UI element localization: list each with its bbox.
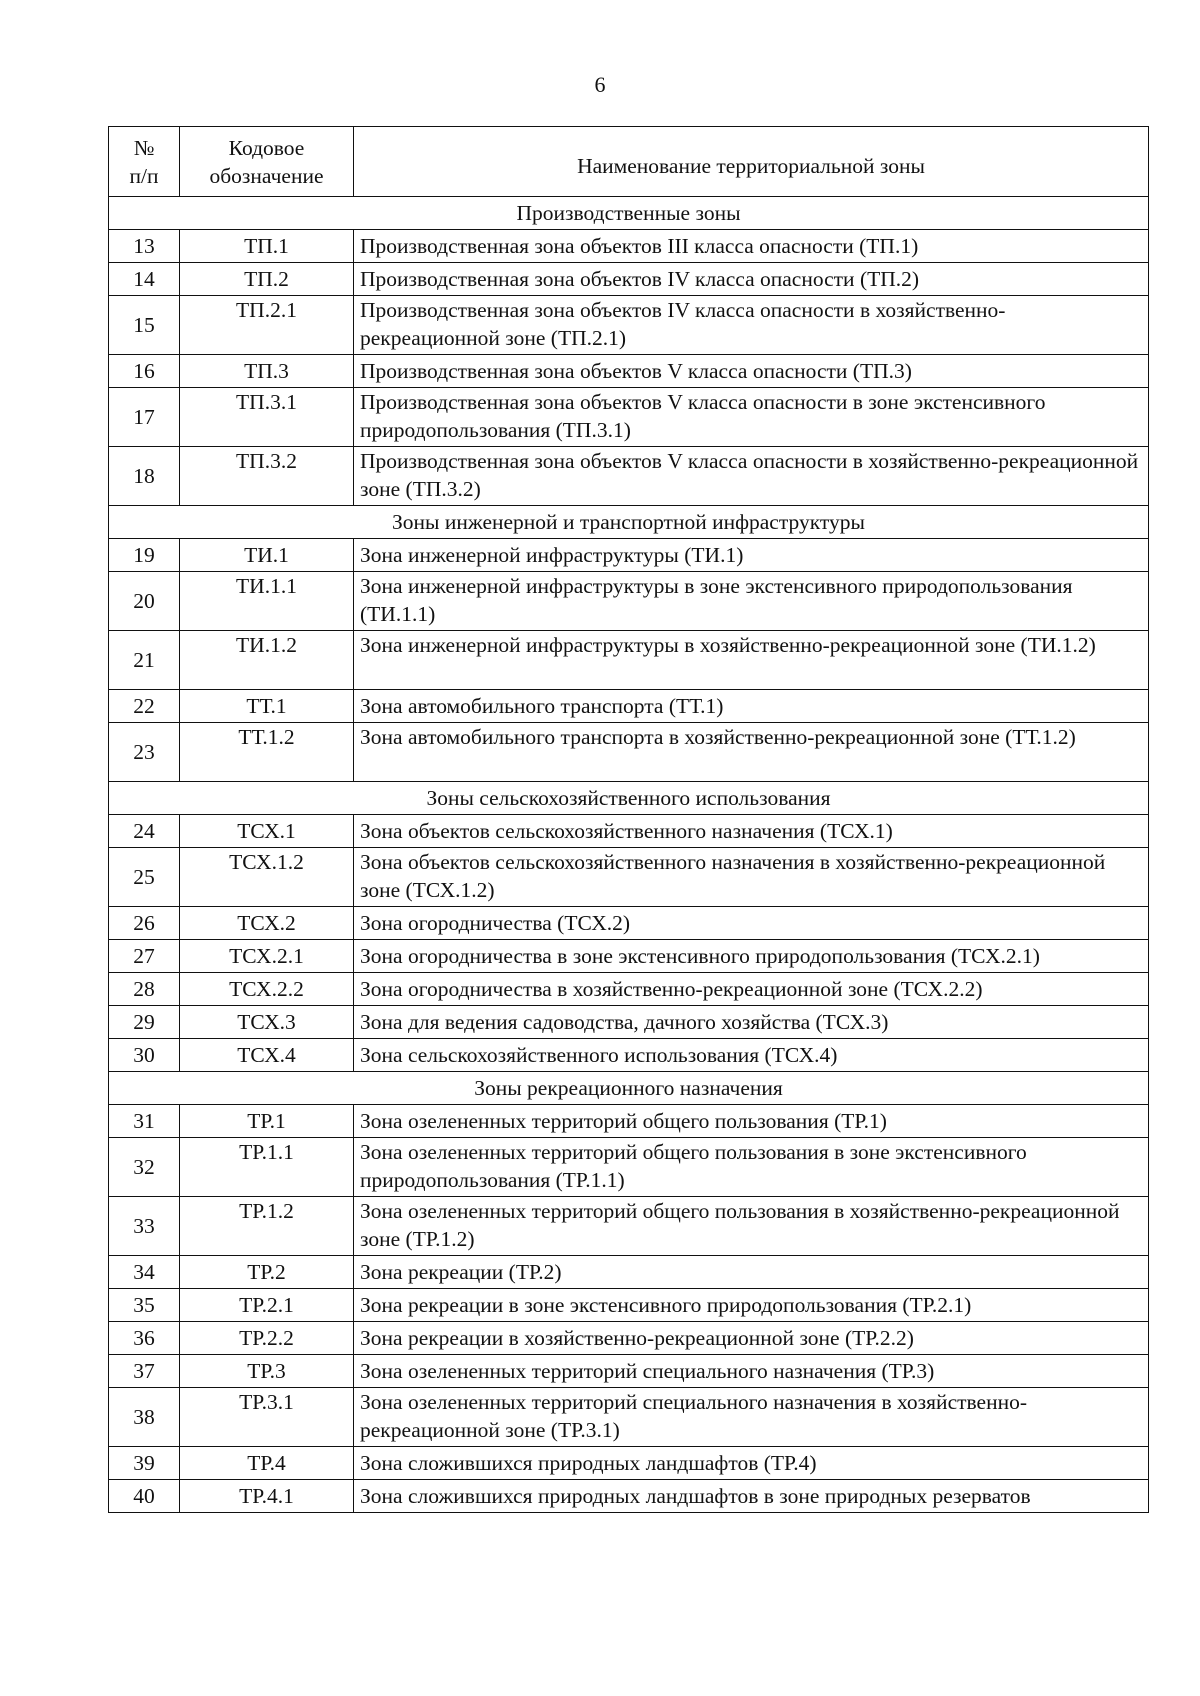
row-zone-name: Зона озелененных территорий общего пользования в зоне экстенсивного природопользования (ТР.1.1) xyxy=(354,1138,1149,1197)
row-zone-name: Зона рекреации в хозяйственно-рекреационной зоне (ТР.2.2) xyxy=(354,1322,1149,1355)
row-zone-name: Зона инженерной инфраструктуры в зоне экстенсивного природопользования (ТИ.1.1) xyxy=(354,572,1149,631)
row-number: 28 xyxy=(109,973,180,1006)
row-number: 29 xyxy=(109,1006,180,1039)
row-zone-name: Зона автомобильного транспорта в хозяйственно-рекреационной зоне (ТТ.1.2) xyxy=(354,723,1149,782)
header-name xyxy=(354,127,1149,197)
row-zone-name: Зона огородничества в хозяйственно-рекреационной зоне (ТСХ.2.2) xyxy=(354,973,1149,1006)
section-title: Зоны сельскохозяйственного использования xyxy=(109,782,1149,815)
table-row xyxy=(109,631,1149,690)
table-row xyxy=(109,1105,1149,1138)
row-zone-name: Зона рекреации в зоне экстенсивного природопользования (ТР.2.1) xyxy=(354,1289,1149,1322)
row-code: ТР.4.1 xyxy=(180,1480,354,1513)
header-num-label: № п/п xyxy=(129,135,159,188)
row-number: 39 xyxy=(109,1447,180,1480)
row-code: ТИ.1 xyxy=(180,539,354,572)
row-zone-name: Зона огородничества в зоне экстенсивного природопользования (ТСХ.2.1) xyxy=(354,940,1149,973)
row-zone-name: Зона автомобильного транспорта (ТТ.1) xyxy=(354,690,1149,723)
row-number: 33 xyxy=(109,1197,180,1256)
table-row xyxy=(109,1447,1149,1480)
row-number: 13 xyxy=(109,230,180,263)
table-row xyxy=(109,1322,1149,1355)
row-code: ТР.3 xyxy=(180,1355,354,1388)
row-zone-name: Зона озелененных территорий специального назначения (ТР.3) xyxy=(354,1355,1149,1388)
row-code: ТР.2.1 xyxy=(180,1289,354,1322)
row-number: 17 xyxy=(109,388,180,447)
row-number: 15 xyxy=(109,296,180,355)
row-code: ТР.1 xyxy=(180,1105,354,1138)
table-row xyxy=(109,723,1149,782)
row-zone-name: Зона инженерной инфраструктуры (ТИ.1) xyxy=(354,539,1149,572)
row-zone-name: Зона сложившихся природных ландшафтов (ТР.4) xyxy=(354,1447,1149,1480)
row-code: ТСХ.1.2 xyxy=(180,848,354,907)
row-number: 40 xyxy=(109,1480,180,1513)
row-zone-name: Производственная зона объектов V класса опасности (ТП.3) xyxy=(354,355,1149,388)
row-zone-name: Зона озелененных территорий общего пользования в хозяйственно-рекреационной зоне (ТР.1.2) xyxy=(354,1197,1149,1256)
row-zone-name: Зона объектов сельскохозяйственного назначения (ТСХ.1) xyxy=(354,815,1149,848)
row-number: 19 xyxy=(109,539,180,572)
zones-table xyxy=(108,126,1149,1513)
table-row xyxy=(109,539,1149,572)
row-zone-name: Зона инженерной инфраструктуры в хозяйственно-рекреационной зоне (ТИ.1.2) xyxy=(354,631,1149,690)
table-row xyxy=(109,1039,1149,1072)
row-number: 14 xyxy=(109,263,180,296)
row-code: ТР.3.1 xyxy=(180,1388,354,1447)
row-zone-name: Зона огородничества (ТСХ.2) xyxy=(354,907,1149,940)
page-number: 6 xyxy=(594,72,606,97)
row-zone-name: Зона сельскохозяйственного использования (ТСХ.4) xyxy=(354,1039,1149,1072)
row-zone-name: Зона сложившихся природных ландшафтов в зоне природных резерватов xyxy=(354,1480,1149,1513)
row-code: ТР.1.1 xyxy=(180,1138,354,1197)
table-header-row xyxy=(109,127,1149,197)
row-number: 20 xyxy=(109,572,180,631)
row-number: 30 xyxy=(109,1039,180,1072)
section-row xyxy=(109,506,1149,539)
table-row xyxy=(109,388,1149,447)
row-number: 36 xyxy=(109,1322,180,1355)
row-code: ТСХ.2 xyxy=(180,907,354,940)
row-code: ТП.3.1 xyxy=(180,388,354,447)
table-row xyxy=(109,940,1149,973)
row-number: 16 xyxy=(109,355,180,388)
row-number: 31 xyxy=(109,1105,180,1138)
row-code: ТР.1.2 xyxy=(180,1197,354,1256)
table-row xyxy=(109,1256,1149,1289)
table-row xyxy=(109,230,1149,263)
row-number: 32 xyxy=(109,1138,180,1197)
row-code: ТСХ.3 xyxy=(180,1006,354,1039)
section-title: Зоны инженерной и транспортной инфраструктуры xyxy=(109,506,1149,539)
row-code: ТСХ.2.1 xyxy=(180,940,354,973)
header-code-label: Кодовое обозначение xyxy=(209,135,324,188)
row-code: ТИ.1.1 xyxy=(180,572,354,631)
table-row xyxy=(109,1480,1149,1513)
table-row xyxy=(109,1289,1149,1322)
row-code: ТП.1 xyxy=(180,230,354,263)
header-num xyxy=(109,127,180,197)
row-code: ТР.2 xyxy=(180,1256,354,1289)
table-row xyxy=(109,815,1149,848)
table-row xyxy=(109,572,1149,631)
table-row xyxy=(109,447,1149,506)
row-code: ТИ.1.2 xyxy=(180,631,354,690)
section-row xyxy=(109,197,1149,230)
row-zone-name: Производственная зона объектов IV класса опасности в хозяйственно-рекреационной зоне (ТП.2.1) xyxy=(354,296,1149,355)
table-row xyxy=(109,907,1149,940)
table-row xyxy=(109,1006,1149,1039)
header-code xyxy=(180,127,354,197)
row-number: 26 xyxy=(109,907,180,940)
table-row xyxy=(109,1388,1149,1447)
row-code: ТП.3 xyxy=(180,355,354,388)
row-code: ТП.2 xyxy=(180,263,354,296)
table-row xyxy=(109,848,1149,907)
row-zone-name: Производственная зона объектов IV класса опасности (ТП.2) xyxy=(354,263,1149,296)
section-title: Зоны рекреационного назначения xyxy=(109,1072,1149,1105)
row-code: ТТ.1.2 xyxy=(180,723,354,782)
table-row xyxy=(109,1138,1149,1197)
row-number: 22 xyxy=(109,690,180,723)
header-name-label: Наименование территориальной зоны xyxy=(577,153,925,178)
row-number: 35 xyxy=(109,1289,180,1322)
row-number: 23 xyxy=(109,723,180,782)
row-number: 25 xyxy=(109,848,180,907)
table-row xyxy=(109,355,1149,388)
row-zone-name: Зона для ведения садоводства, дачного хозяйства (ТСХ.3) xyxy=(354,1006,1149,1039)
row-zone-name: Производственная зона объектов V класса опасности в зоне экстенсивного природопользования (ТП.3.1) xyxy=(354,388,1149,447)
row-code: ТП.3.2 xyxy=(180,447,354,506)
row-zone-name: Производственная зона объектов III класса опасности (ТП.1) xyxy=(354,230,1149,263)
row-code: ТТ.1 xyxy=(180,690,354,723)
table-row xyxy=(109,973,1149,1006)
row-zone-name: Производственная зона объектов V класса опасности в хозяйственно-рекреационной зоне (ТП.3.2) xyxy=(354,447,1149,506)
row-number: 21 xyxy=(109,631,180,690)
section-row xyxy=(109,782,1149,815)
row-number: 37 xyxy=(109,1355,180,1388)
section-row xyxy=(109,1072,1149,1105)
table-row xyxy=(109,296,1149,355)
table-row xyxy=(109,1355,1149,1388)
row-zone-name: Зона озелененных территорий общего пользования (ТР.1) xyxy=(354,1105,1149,1138)
row-code: ТП.2.1 xyxy=(180,296,354,355)
row-zone-name: Зона рекреации (ТР.2) xyxy=(354,1256,1149,1289)
section-title: Производственные зоны xyxy=(109,197,1149,230)
row-number: 27 xyxy=(109,940,180,973)
row-code: ТР.2.2 xyxy=(180,1322,354,1355)
table-row xyxy=(109,1197,1149,1256)
row-code: ТСХ.1 xyxy=(180,815,354,848)
row-code: ТСХ.2.2 xyxy=(180,973,354,1006)
row-number: 38 xyxy=(109,1388,180,1447)
row-code: ТСХ.4 xyxy=(180,1039,354,1072)
row-number: 18 xyxy=(109,447,180,506)
row-number: 24 xyxy=(109,815,180,848)
row-number: 34 xyxy=(109,1256,180,1289)
table-row xyxy=(109,690,1149,723)
row-zone-name: Зона озелененных территорий специального назначения в хозяйственно-рекреационной зоне (ТР.3.1) xyxy=(354,1388,1149,1447)
row-zone-name: Зона объектов сельскохозяйственного назначения в хозяйственно-рекреационной зоне (ТСХ.1.2) xyxy=(354,848,1149,907)
table-row xyxy=(109,263,1149,296)
row-code: ТР.4 xyxy=(180,1447,354,1480)
table-body xyxy=(109,197,1149,1513)
